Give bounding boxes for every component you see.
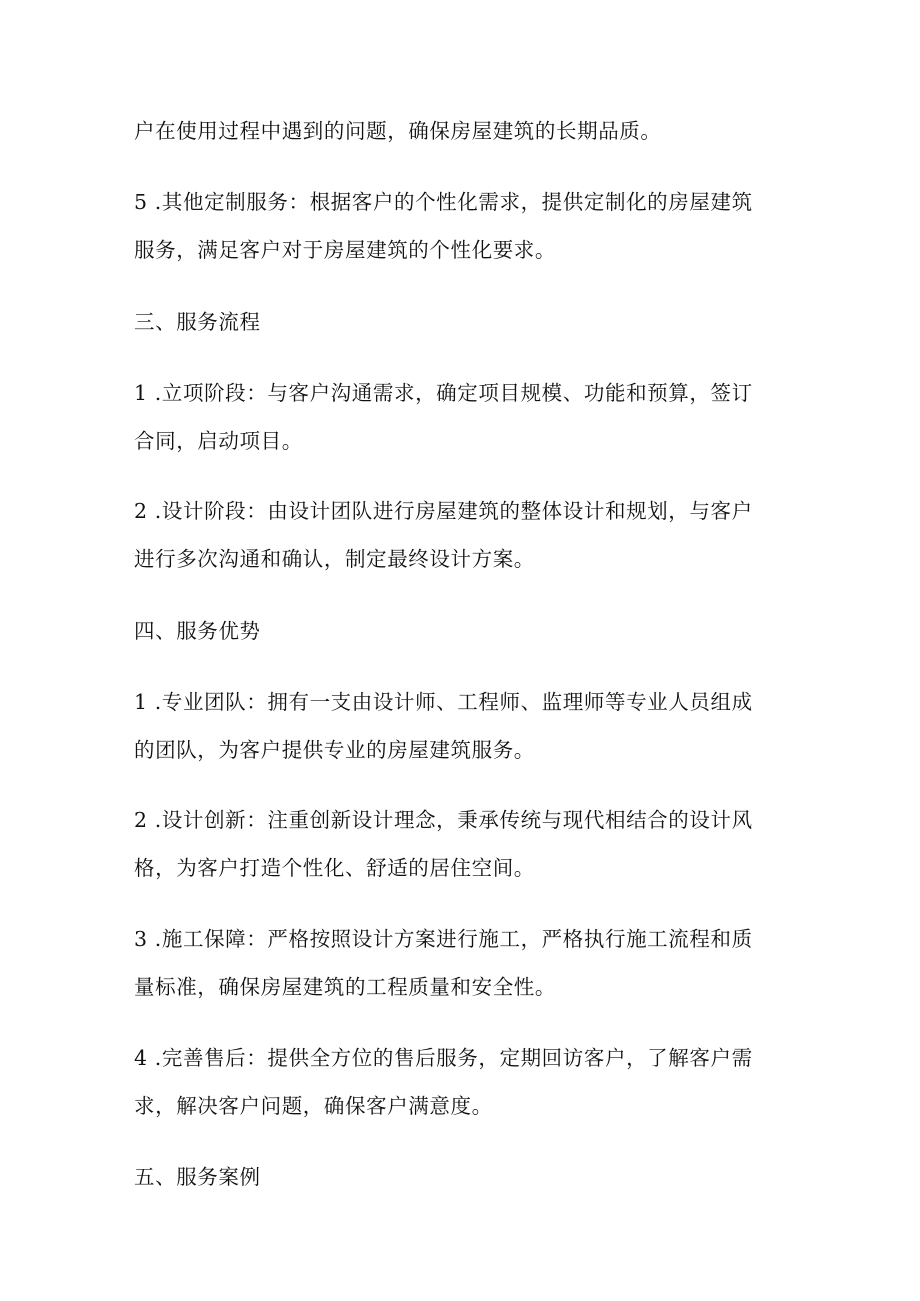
text-line: 1 .立项阶段：与客户沟通需求，确定项目规模、功能和预算，签订	[134, 381, 753, 405]
text-line: 服务，满足客户对于房屋建筑的个性化要求。	[134, 238, 556, 262]
text-line: 5 .其他定制服务：根据客户的个性化需求，提供定制化的房屋建筑	[134, 190, 753, 214]
section-heading: 四、服务优势	[134, 619, 261, 643]
text-line: 合同，启动项目。	[134, 429, 303, 453]
text-line: 2 .设计创新：注重创新设计理念，秉承传统与现代相结合的设计风	[134, 808, 753, 832]
text-line: 3 .施工保障：严格按照设计方案进行施工，严格执行施工流程和质	[134, 927, 753, 951]
text-line: 1 .专业团队：拥有一支由设计师、工程师、监理师等专业人员组成	[134, 690, 753, 714]
text-line: 2 .设计阶段：由设计团队进行房屋建筑的整体设计和规划，与客户	[134, 499, 753, 523]
section-heading: 三、服务流程	[134, 310, 261, 334]
text-line: 户在使用过程中遇到的问题，确保房屋建筑的长期品质。	[134, 119, 662, 143]
text-line: 的团队，为客户提供专业的房屋建筑服务。	[134, 738, 535, 762]
text-line: 格，为客户打造个性化、舒适的居住空间。	[134, 856, 535, 880]
text-line: 4 .完善售后：提供全方位的售后服务，定期回访客户，了解客户需	[134, 1046, 753, 1070]
text-line: 进行多次沟通和确认，制定最终设计方案。	[134, 547, 535, 571]
text-line: 求，解决客户问题，确保客户满意度。	[134, 1094, 493, 1118]
section-heading: 五、服务案例	[134, 1165, 261, 1189]
text-line: 量标准，确保房屋建筑的工程质量和安全性。	[134, 975, 556, 999]
